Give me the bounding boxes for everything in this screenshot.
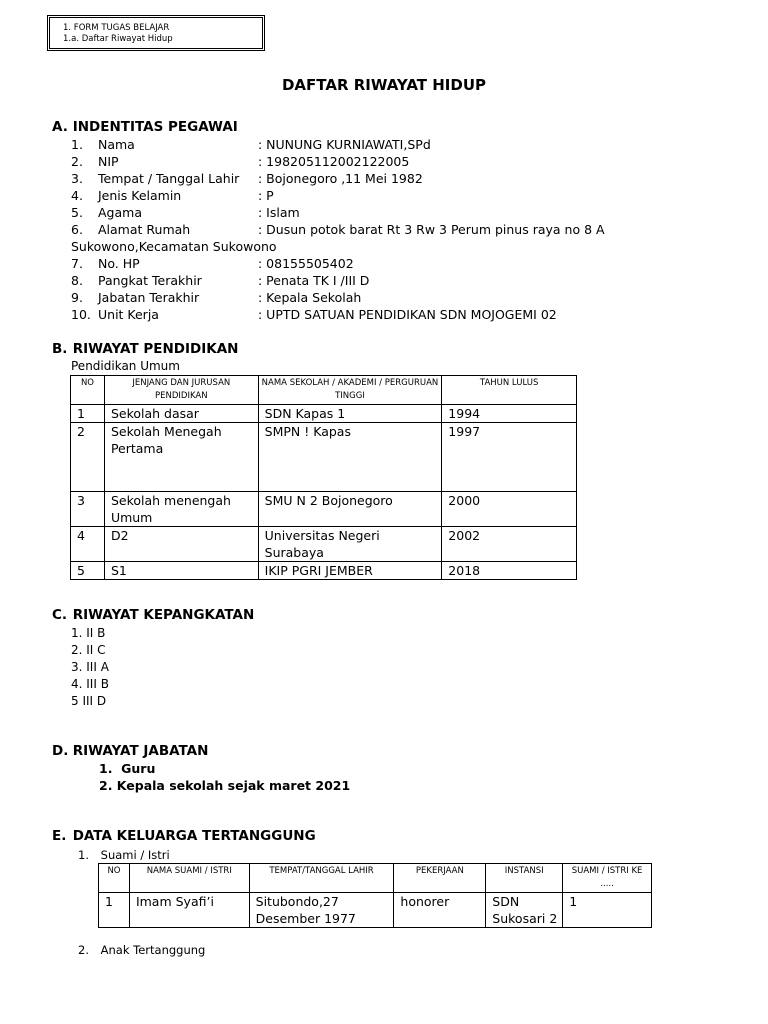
section-e-title: DATA KELUARGA TERTANGGUNG [72, 828, 316, 844]
rank-item: 5 III D [71, 694, 107, 708]
identity-value: : 198205112002122005 [258, 154, 410, 169]
identity-key: NIP [98, 154, 119, 169]
identity-num: 10. [71, 307, 91, 322]
identity-key: Unit Kerja [98, 307, 159, 322]
col-header: TAHUN LULUS [442, 376, 577, 405]
identity-key: Nama [98, 137, 135, 152]
col-header: NO [71, 376, 105, 405]
section-d-title: RIWAYAT JABATAN [72, 743, 209, 759]
education-header-row [71, 376, 577, 405]
table-row [71, 423, 577, 492]
identity-num: 7. [71, 256, 83, 271]
identity-value: : Bojonegoro ,11 Mei 1982 [258, 171, 423, 186]
table-cell: Universitas Negeri Surabaya [258, 527, 442, 562]
identity-value: : 08155505402 [258, 256, 354, 271]
section-b-subtitle: Pendidikan Umum [71, 359, 180, 373]
identity-num: 8. [71, 273, 83, 288]
table-row [71, 492, 577, 527]
identity-num: 6. [71, 222, 83, 237]
table-cell: 5 [71, 562, 105, 580]
col-header: TEMPAT/TANGGAL LAHIR [249, 864, 394, 893]
family-sub2 [78, 943, 205, 957]
section-a-title: INDENTITAS PEGAWAI [72, 119, 238, 135]
identity-key: Pangkat Terakhir [98, 273, 202, 288]
family-sub1-label: Suami / Istri [100, 848, 170, 862]
table-cell: honorer [394, 893, 486, 928]
identity-value: : Dusun potok barat Rt 3 Rw 3 Perum pinus raya no 8 A [258, 222, 605, 237]
identity-num: 9. [71, 290, 83, 305]
position-item: 1. Guru [99, 761, 156, 776]
identity-value: : Penata TK I /III D [258, 273, 370, 288]
table-cell: 4 [71, 527, 105, 562]
identity-value: : P [258, 188, 274, 203]
section-c-heading [52, 607, 254, 623]
form-header-line2: 1.a. Daftar Riwayat Hidup [63, 34, 173, 44]
section-a-letter: A. [52, 119, 68, 135]
form-header-box [47, 15, 265, 51]
education-table [70, 375, 577, 580]
table-cell: Situbondo,27 Desember 1977 [249, 893, 394, 928]
table-cell: Imam Syafi’i [129, 893, 249, 928]
identity-key: Alamat Rumah [98, 222, 191, 237]
table-cell: 2 [71, 423, 105, 492]
section-c-title: RIWAYAT KEPANGKATAN [72, 607, 255, 623]
table-cell: 2002 [442, 527, 577, 562]
col-header: NAMA SEKOLAH / AKADEMI / PERGURUAN TINGGI [258, 376, 442, 405]
form-header-line1: 1. FORM TUGAS BELAJAR [63, 23, 170, 33]
identity-key: Tempat / Tanggal Lahir [98, 171, 240, 186]
identity-value: : UPTD SATUAN PENDIDIKAN SDN MOJOGEMI 02 [258, 307, 557, 322]
rank-item: 1. II B [71, 626, 106, 640]
identity-key: Agama [98, 205, 142, 220]
table-cell: 1997 [442, 423, 577, 492]
rank-item: 2. II C [71, 643, 106, 657]
table-row [71, 405, 577, 423]
family-sub1 [78, 848, 170, 862]
identity-num: 2. [71, 154, 83, 169]
identity-key: Jabatan Terakhir [98, 290, 200, 305]
table-cell: 1994 [442, 405, 577, 423]
rank-item: 4. III B [71, 677, 109, 691]
table-cell: SDN Kapas 1 [258, 405, 442, 423]
table-cell: Sekolah Menegah Pertama [104, 423, 258, 492]
section-e-heading [52, 828, 316, 844]
table-cell: 1 [99, 893, 130, 928]
identity-key: No. HP [98, 256, 140, 271]
identity-key: Jenis Kelamin [98, 188, 182, 203]
table-cell: Sekolah menengah Umum [104, 492, 258, 527]
identity-num: 5. [71, 205, 83, 220]
table-cell: SMPN ! Kapas [258, 423, 442, 492]
table-row [99, 893, 652, 928]
position-item: 2. Kepala sekolah sejak maret 2021 [99, 778, 351, 793]
table-cell: S1 [104, 562, 258, 580]
table-cell: IKIP PGRI JEMBER [258, 562, 442, 580]
table-cell: D2 [104, 527, 258, 562]
table-cell: Sekolah dasar [104, 405, 258, 423]
table-cell: 1 [563, 893, 652, 928]
family-sub2-label: Anak Tertanggung [100, 943, 206, 957]
section-e-letter: E. [52, 828, 67, 844]
family-sub1-num: 1. [78, 848, 89, 862]
identity-value: : NUNUNG KURNIAWATI,SPd [258, 137, 431, 152]
table-cell: 2018 [442, 562, 577, 580]
table-cell: 1 [71, 405, 105, 423]
table-row [71, 527, 577, 562]
family-sub2-num: 2. [78, 943, 89, 957]
section-b-title: RIWAYAT PENDIDIKAN [72, 341, 239, 357]
table-cell: 3 [71, 492, 105, 527]
address-continuation: Sukowono,Kecamatan Sukowono [71, 239, 277, 254]
rank-item: 3. III A [71, 660, 109, 674]
table-cell: SMU N 2 Bojonegoro [258, 492, 442, 527]
table-row [71, 562, 577, 580]
section-d-heading [52, 743, 208, 759]
section-c-letter: C. [52, 607, 68, 623]
identity-num: 1. [71, 137, 83, 152]
identity-value: : Islam [258, 205, 300, 220]
identity-num: 4. [71, 188, 83, 203]
col-header: PEKERJAAN [394, 864, 486, 893]
col-header: JENJANG DAN JURUSAN PENDIDIKAN [104, 376, 258, 405]
table-cell: 2000 [442, 492, 577, 527]
col-header: SUAMI / ISTRI KE ..... [563, 864, 652, 893]
section-d-letter: D. [52, 743, 69, 759]
section-a-heading [52, 119, 238, 135]
page-title: DAFTAR RIWAYAT HIDUP [281, 76, 487, 94]
section-b-letter: B. [52, 341, 68, 357]
spouse-table [98, 863, 652, 928]
identity-num: 3. [71, 171, 83, 186]
identity-value: : Kepala Sekolah [258, 290, 362, 305]
section-b-heading [52, 341, 238, 357]
col-header: INSTANSI [486, 864, 563, 893]
col-header: NO [99, 864, 130, 893]
spouse-header-row [99, 864, 652, 893]
col-header: NAMA SUAMI / ISTRI [129, 864, 249, 893]
table-cell: SDN Sukosari 2 [486, 893, 563, 928]
